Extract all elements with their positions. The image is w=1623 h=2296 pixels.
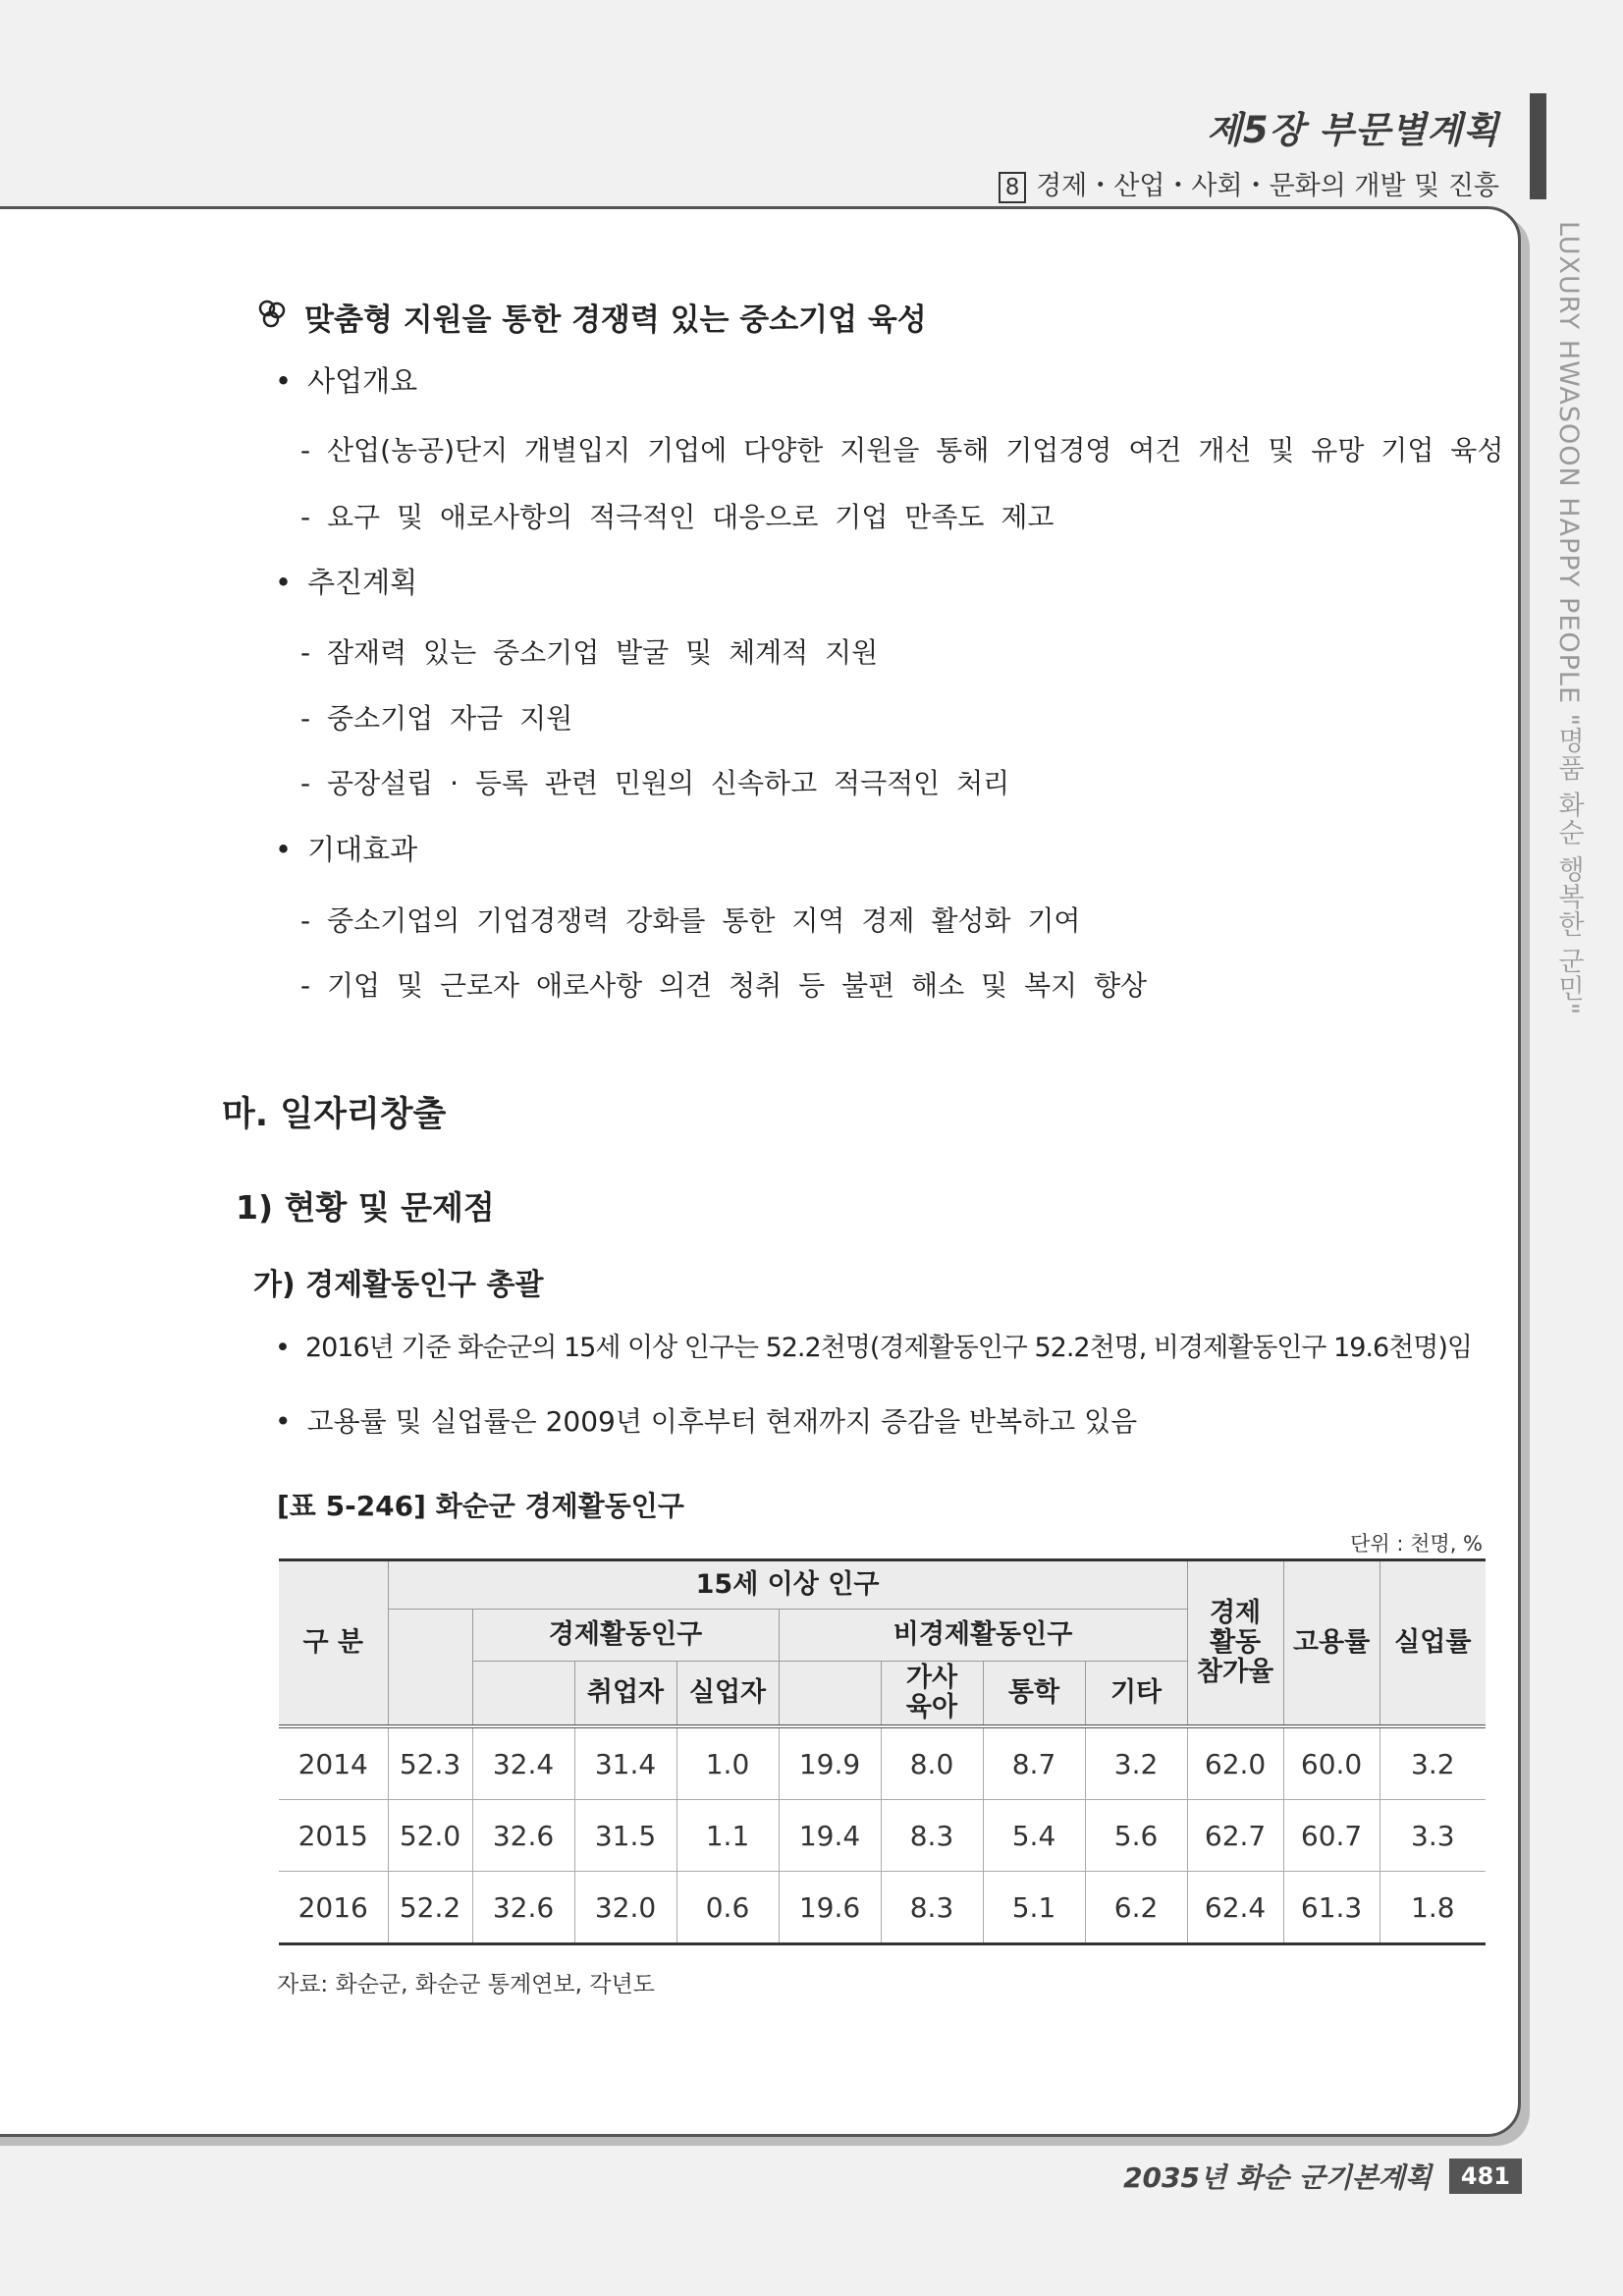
header-employed: 취업자: [574, 1662, 676, 1727]
table-cell: 60.0: [1283, 1726, 1380, 1800]
table-source: 자료: 화순군, 화순군 통계연보, 각년도: [277, 1972, 655, 1997]
table-cell: 3.2: [1380, 1726, 1486, 1800]
heading-1: 1) 현황 및 문제점: [236, 1188, 495, 1227]
table-cell: 5.6: [1085, 1800, 1187, 1872]
table-caption: [표 5-246] 화순군 경제활동인구: [277, 1490, 684, 1522]
table-cell: 2016: [279, 1872, 388, 1944]
table-row: [279, 1872, 1486, 1944]
table-cell: 32.6: [472, 1872, 574, 1944]
header-participation: 경제 활동 참가율: [1187, 1560, 1283, 1727]
header-pop15: 15세 이상 인구: [388, 1560, 1187, 1610]
plan-label: • 추진계획: [275, 561, 417, 601]
table-cell: 5.1: [983, 1872, 1085, 1944]
table-cell: 62.4: [1187, 1872, 1283, 1944]
effect-item: - 중소기업의 기업경쟁력 강화를 통한 지역 경제 활성화 기여: [300, 904, 1081, 937]
page-footer: [1123, 2157, 1522, 2196]
section-number: 8: [999, 172, 1026, 203]
table-cell: 5.4: [983, 1800, 1085, 1872]
table-cell: 32.0: [574, 1872, 676, 1944]
table-cell: 8.3: [881, 1800, 983, 1872]
heading-ga: 가) 경제활동인구 총괄: [253, 1268, 544, 1302]
table-cell: 62.7: [1187, 1800, 1283, 1872]
table-cell: 32.6: [472, 1800, 574, 1872]
population-table: [279, 1558, 1486, 1945]
header-econ-total: [472, 1662, 574, 1727]
header-unemployment-rate: 실업률: [1380, 1560, 1486, 1727]
header-gubun: 구 분: [279, 1560, 388, 1727]
header-non-econ-total: [779, 1662, 881, 1727]
effect-label: • 기대효과: [275, 828, 417, 868]
footer-title: 2035년 화순 군기본계획: [1123, 2161, 1432, 2194]
table-cell: 6.2: [1085, 1872, 1187, 1944]
table-row: [279, 1726, 1486, 1800]
overview-item: - 요구 및 애로사항의 적극적인 대응으로 기업 만족도 제고: [300, 501, 1055, 533]
table-cell: 31.5: [574, 1800, 676, 1872]
table-cell: 3.3: [1380, 1800, 1486, 1872]
section-title: 경제・산업・사회・문화의 개발 및 진흥: [1036, 171, 1499, 201]
table-cell: 2015: [279, 1800, 388, 1872]
table-cell: 32.4: [472, 1726, 574, 1800]
overview-item: - 산업(농공)단지 개별입지 기업에 다양한 지원을 통해 기업경영 여건 개선 및 유망 기업 육성: [300, 434, 1504, 466]
table-cell: 1.1: [676, 1800, 779, 1872]
header-housework: 가사 육아: [881, 1662, 983, 1727]
header-other: 기타: [1085, 1662, 1187, 1727]
table-cell: 3.2: [1085, 1726, 1187, 1800]
clover-icon: [255, 297, 289, 338]
table-cell: 8.0: [881, 1726, 983, 1800]
table-cell: 8.3: [881, 1872, 983, 1944]
chapter-title: 제5장 부문별계획: [1207, 109, 1499, 151]
project-title: [255, 295, 927, 339]
heading-ma: 마. 일자리창출: [222, 1095, 447, 1134]
table-cell: 8.7: [983, 1726, 1085, 1800]
header-pop15-total: [388, 1610, 472, 1727]
table-cell: 19.9: [779, 1726, 881, 1800]
plan-item: - 잠재력 있는 중소기업 발굴 및 체계적 지원: [300, 636, 879, 669]
status-bullet: • 2016년 기준 화순군의 15세 이상 인구는 52.2천명(경제활동인구 52.2천명, 비경제활동인구 19.6천명)임: [275, 1326, 1472, 1364]
table-cell: 19.6: [779, 1872, 881, 1944]
header-employment-rate: 고용률: [1283, 1560, 1380, 1727]
header-econ-active: 경제활동인구: [472, 1610, 779, 1662]
table-cell: 61.3: [1283, 1872, 1380, 1944]
table-cell: 1.8: [1380, 1872, 1486, 1944]
plan-item: - 공장설립 · 등록 관련 민원의 신속하고 적극적인 처리: [300, 767, 1010, 799]
header-non-econ-active: 비경제활동인구: [779, 1610, 1187, 1662]
table-unit: 단위 : 천명, %: [1350, 1532, 1483, 1556]
side-slogan: LUXURY HWASOON HAPPY PEOPLE "명품 화순 행복한 군민": [1553, 221, 1584, 1016]
table-cell: 0.6: [676, 1872, 779, 1944]
section-header: [999, 164, 1499, 203]
table-cell: 2014: [279, 1726, 388, 1800]
plan-item: - 중소기업 자금 지원: [300, 702, 573, 735]
status-bullet: • 고용률 및 실업률은 2009년 이후부터 현재까지 증감을 반복하고 있음: [275, 1400, 1137, 1440]
table-cell: 52.0: [388, 1800, 472, 1872]
table-cell: 60.7: [1283, 1800, 1380, 1872]
project-title-text: 맞춤형 지원을 통한 경쟁력 있는 중소기업 육성: [304, 302, 927, 338]
table-cell: 19.4: [779, 1800, 881, 1872]
header-school: 통학: [983, 1662, 1085, 1727]
table-cell: 1.0: [676, 1726, 779, 1800]
table-row: [279, 1800, 1486, 1872]
table-cell: 62.0: [1187, 1726, 1283, 1800]
overview-label: • 사업개요: [275, 359, 417, 400]
page-number: 481: [1449, 2159, 1522, 2194]
header-unemployed: 실업자: [676, 1662, 779, 1727]
table-cell: 52.2: [388, 1872, 472, 1944]
table-cell: 52.3: [388, 1726, 472, 1800]
header-bar: [1530, 93, 1546, 199]
effect-item: - 기업 및 근로자 애로사항 의견 청취 등 불편 해소 및 복지 향상: [300, 969, 1148, 1002]
table-cell: 31.4: [574, 1726, 676, 1800]
